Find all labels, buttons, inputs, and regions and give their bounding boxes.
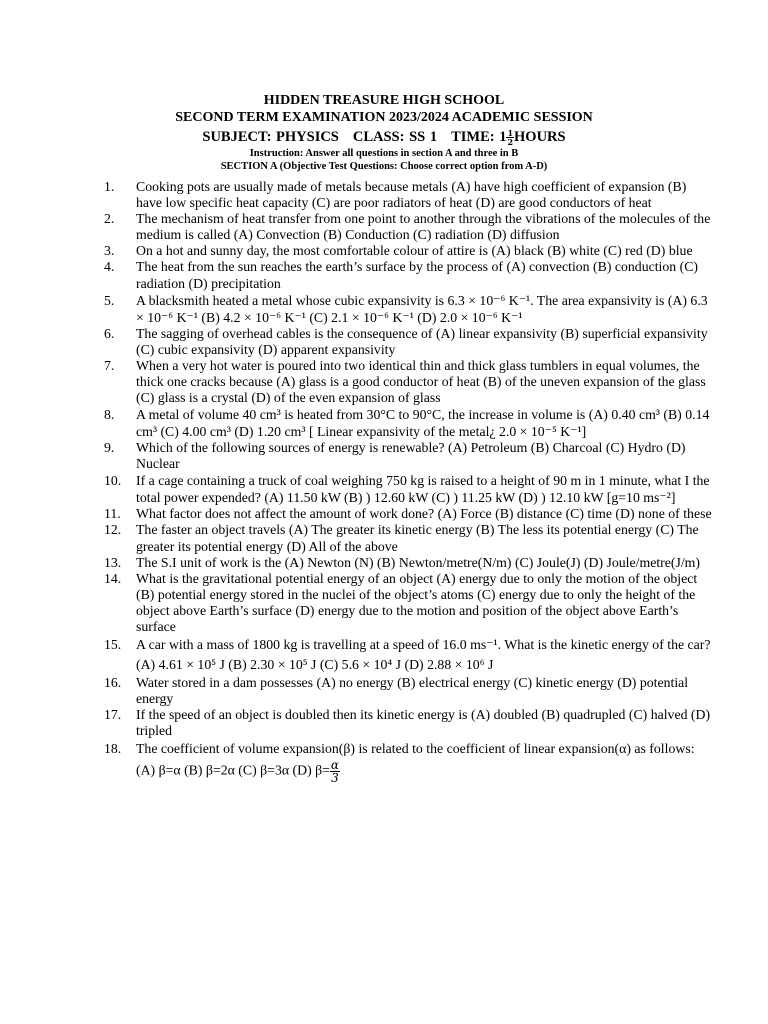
alpha-over-three: $\frac{\alpha}{3}$ xyxy=(330,758,340,786)
subject-line xyxy=(0,127,768,147)
exam-title: SECOND TERM EXAMINATION 2023/2024 ACADEMIC SESSION xyxy=(175,110,593,125)
question-item: 10. If a cage containing a truck of coal weighing 750 kg is raised to a height of 90 m in 1 minute, what I the total power expended? (A) 11.50 kW (B) ) 12.60 kW (C) ) 11.25 kW (D) ) 12.10 kW [g=10 ms⁻²] xyxy=(104,473,710,506)
question-item: 13. The S.I unit of work is the (A) Newton (N) (B) Newton/metre(N/m) (C) Joule(J) (D) Joule/metre(J/m) xyxy=(104,554,701,570)
question-item: 2. The mechanism of heat transfer from one point to another through the vibrations of the molecules of the medium is called (A) Convection (B) Conduction (C) radiation (D) diffusion xyxy=(104,211,711,243)
school-name: HIDDEN TREASURE HIGH SCHOOL xyxy=(263,93,505,108)
exam-header xyxy=(0,0,768,173)
question-item: 17. If the speed of an object is doubled then its kinetic energy is (A) doubled (B) quadrupled (C) halved (D) tripled xyxy=(104,707,711,739)
question-item: 4. The heat from the sun reaches the earth’s surface by the process of (A) convection (B) conduction (C) radiation (D) precipitation xyxy=(104,259,699,291)
subject: SUBJECT: PHYSICS xyxy=(202,129,339,145)
question-item: 16. Water stored in a dam possesses (A) no energy (B) electrical energy (C) kinetic energy (D) potential energy xyxy=(104,675,689,707)
instruction: Instruction: Answer all questions in section A and three in B xyxy=(249,148,519,159)
question-item: 14. What is the gravitational potential energy of an object (A) energy due to only the motion of the object (B) potential energy stored in the nuclei of the object’s atoms (C) energy due to only the height of the object above Earth’s surface (D) energy due to the motion and position of the object above Earth’s surface xyxy=(104,570,698,634)
question-list xyxy=(0,179,768,784)
question-item: 9. Which of the following sources of energy is renewable? (A) Petroleum (B) Charcoal (C) Hydro (D) Nuclear xyxy=(104,440,686,472)
question-item: 7. When a very hot water is poured into two identical thin and thick glass tumblers in equal volumes, the thick one cracks because (A) glass is a good conductor of heat (B) of the uneven expansion of the glass (C) glass is a crystal (D) of the even expansion of glass xyxy=(104,357,706,406)
question-item: 8. A metal of volume 40 cm³ is heated from 30°C to 90°C, the increase in volume is (A) 0.40 cm³ (B) 0.14 cm³ (C) 4.00 cm³ (D) 1.20 cm³ [ Linear expansivity of the metal¿ 2.0 × 10⁻⁵ K⁻¹] xyxy=(104,407,710,440)
question-item: 6. The sagging of overhead cables is the consequence of (A) linear expansivity (B) superficial expansivity (C) cubic expansivity (D) apparent expansivity xyxy=(104,325,708,357)
class: CLASS: SS 1 xyxy=(352,129,438,145)
question-item: 12. The faster an object travels (A) The greater its kinetic energy (B) The less its potential energy (C) The greater its potential energy (D) All of the above xyxy=(104,522,699,554)
time: TIME: 1 $\frac{1}{2}$ HOURS xyxy=(451,128,566,148)
question-item: 11. What factor does not affect the amount of work done? (A) Force (B) distance (C) time (D) none of these xyxy=(104,506,712,522)
question-item: 18. The coefficient of volume expansion(β) is related to the coefficient of linear expansion(α) as follows: (A) β=α (B) β=2α (C) β=3α (D) β= $\frac{\alpha}{3}$ xyxy=(104,741,695,786)
question-item: 1. Cooking pots are usually made of metals because metals (A) have high coefficient of expansion (B) have low specific heat capacity (C) are poor radiators of heat (D) are good conductors of heat xyxy=(104,179,687,211)
section-title: SECTION A (Objective Test Questions: Choose correct option from A-D) xyxy=(220,161,548,172)
question-item: 15. A car with a mass of 1800 kg is travelling at a speed of 16.0 ms⁻¹. What is the kinetic energy of the car? (A) 4.61 × 10⁵ J (B) 2.30 × 10⁵ J (C) 5.6 × 10⁴ J (D) 2.88 × 10⁶ J xyxy=(104,637,711,673)
question-item: 5. A blacksmith heated a metal whose cubic expansivity is 6.3 × 10⁻⁶ K⁻¹. The area expansivity is (A) 6.3 × 10⁻⁶ K⁻¹ (B) 4.2 × 10⁻⁶ K⁻¹ (C) 2.1 × 10⁻⁶ K⁻¹ (D) 2.0 × 10⁻⁶ K⁻¹ xyxy=(104,292,708,325)
question-item: 3. On a hot and sunny day, the most comfortable colour of attire is (A) black (B) white (C) red (D) blue xyxy=(104,243,693,259)
